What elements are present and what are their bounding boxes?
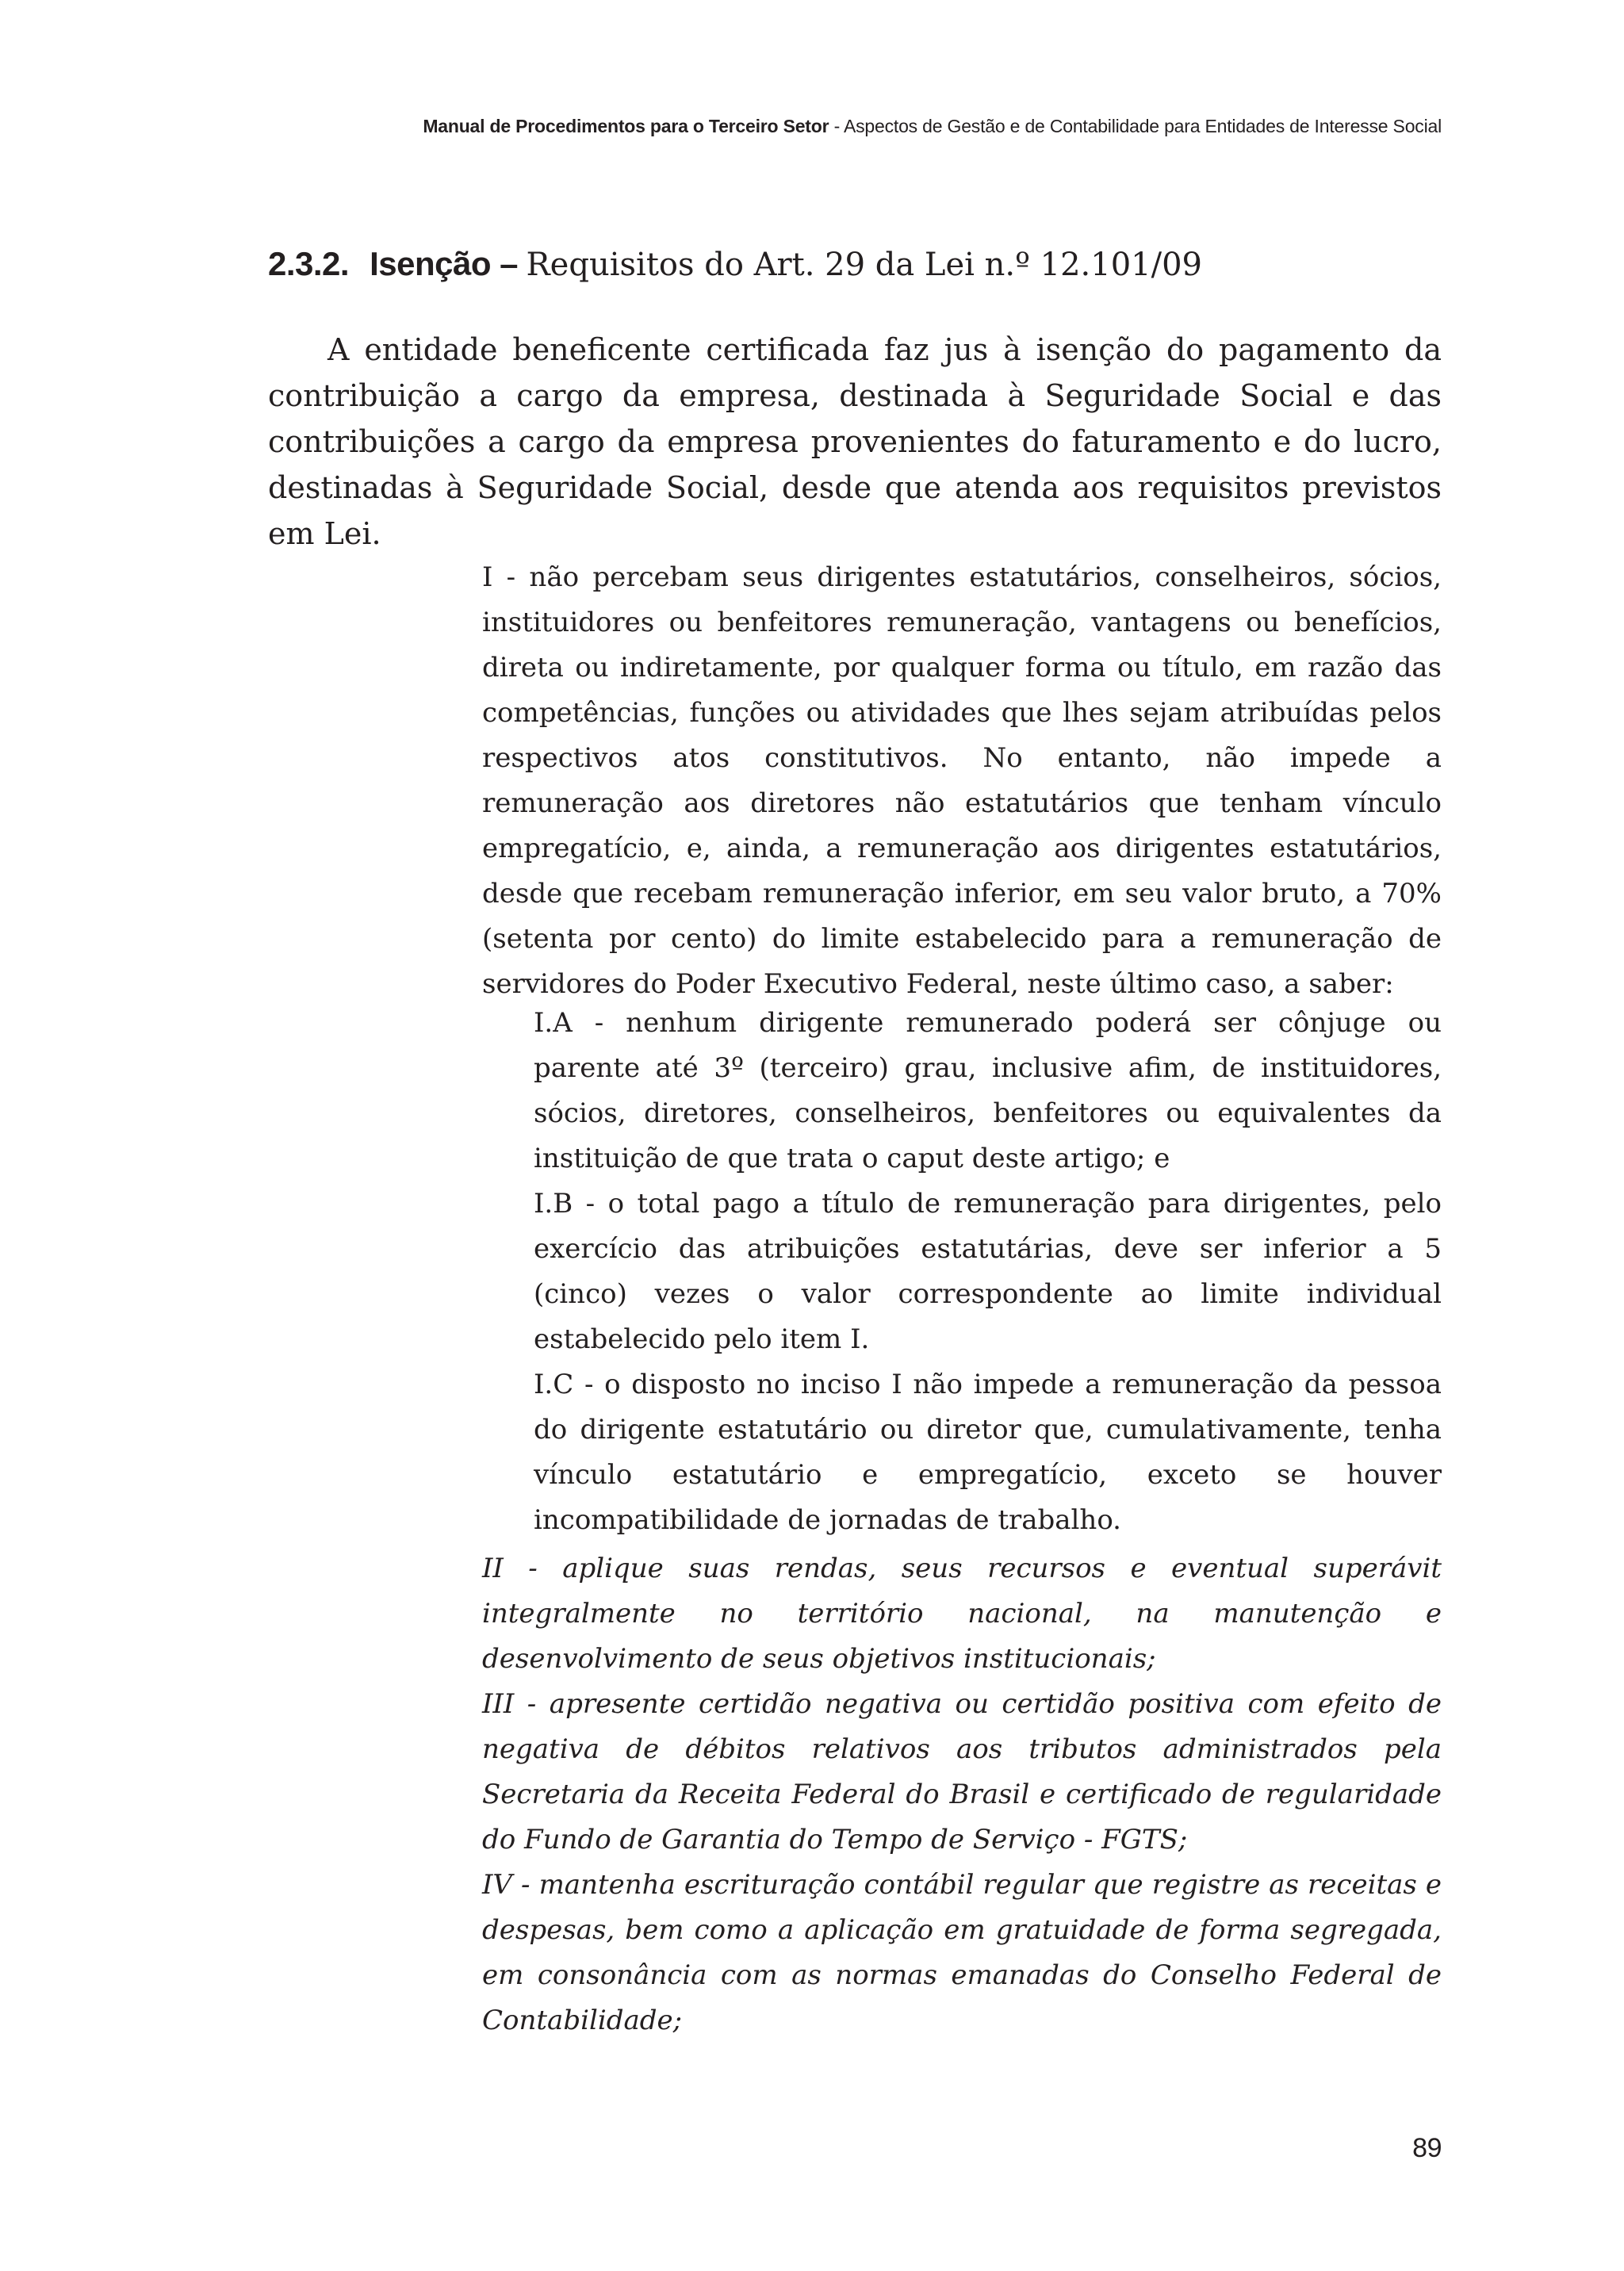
book-subtitle: Aspectos de Gestão e de Contabilidade para Entidades de Interesse Social: [843, 116, 1442, 136]
book-title: Manual de Procedimentos para o Terceiro Setor: [423, 116, 829, 136]
item-i: I - não percebam seus dirigentes estatutários, conselheiros, sócios, instituidores ou benfeitores remuneração, vantagens ou benefícios, direta ou indiretamente, por qualquer forma ou título, em razão das competências, funções ou atividades que lhes sejam atribuídas pelos respectivos atos constitutivos. No entanto, não impede a remuneração aos diretores não estatutários que tenham vínculo empregatício, e, ainda, a remuneração aos dirigentes estatutários, desde que recebam remuneração inferior, em seu valor bruto, a 70% (setenta por cento) do limite estabelecido para a remuneração de servidores do Poder Executivo Federal, neste último caso, a saber:: [482, 561, 1442, 1000]
section-label: Isenção –: [370, 245, 519, 282]
section-title: Requisitos do Art. 29 da Lei n.º 12.101/09: [526, 247, 1202, 283]
page-number: 89: [1412, 2133, 1442, 2163]
subitem-ic: I.C - o disposto no inciso I não impede a remuneração da pessoa do dirigente estatutário ou diretor que, cumulativamente, tenha vínculo estatutário e empregatício, exceto se houver incompatibilidade de jornadas de trabalho.: [534, 1369, 1442, 1536]
running-header: [268, 116, 1442, 137]
intro-paragraph: A entidade beneficente certificada faz jus à isenção do pagamento da contribuição a cargo da empresa, destinada à Seguridade Social e das contribuições a cargo da empresa provenientes do faturamento e do lucro, destinadas à Seguridade Social, desde que atenda aos requisitos previstos em Lei.: [268, 332, 1442, 551]
subitems-list: [534, 1001, 1442, 1543]
item-iii: III - apresente certidão negativa ou certidão positiva com efeito de negativa de débitos relativos aos tributos administrados pela Secretaria da Receita Federal do Brasil e certificado de regularidade do Fundo de Garantia do Tempo de Serviço - FGTS;: [482, 1688, 1442, 1855]
item-ii: II - aplique suas rendas, seus recursos e eventual superávit integralmente no território nacional, na manutenção e desenvolvimento de seus objetivos institucionais;: [482, 1553, 1442, 1675]
subitem-ib: I.B - o total pago a título de remuneração para dirigentes, pelo exercício das atribuições estatutárias, deve ser inferior a 5 (cinco) vezes o valor correspondente ao limite individual estabelecido pelo item I.: [534, 1188, 1442, 1355]
section-heading: [268, 242, 1202, 287]
italic-items: [482, 1546, 1442, 2043]
item-iv: IV - mantenha escrituração contábil regular que registre as receitas e despesas, bem como a aplicação em gratuidade de forma segregada, em consonância com as normas emanadas do Conselho Federal de Contabilidade;: [482, 1869, 1442, 2036]
header-separator: -: [829, 116, 844, 136]
subitem-ia: I.A - nenhum dirigente remunerado poderá ser cônjuge ou parente até 3º (terceiro) grau, inclusive afim, de instituidores, sócios, diretores, conselheiros, benfeitores ou equivalentes da instituição de que trata o caput deste artigo; e: [534, 1007, 1442, 1174]
section-number: 2.3.2.: [268, 245, 350, 282]
